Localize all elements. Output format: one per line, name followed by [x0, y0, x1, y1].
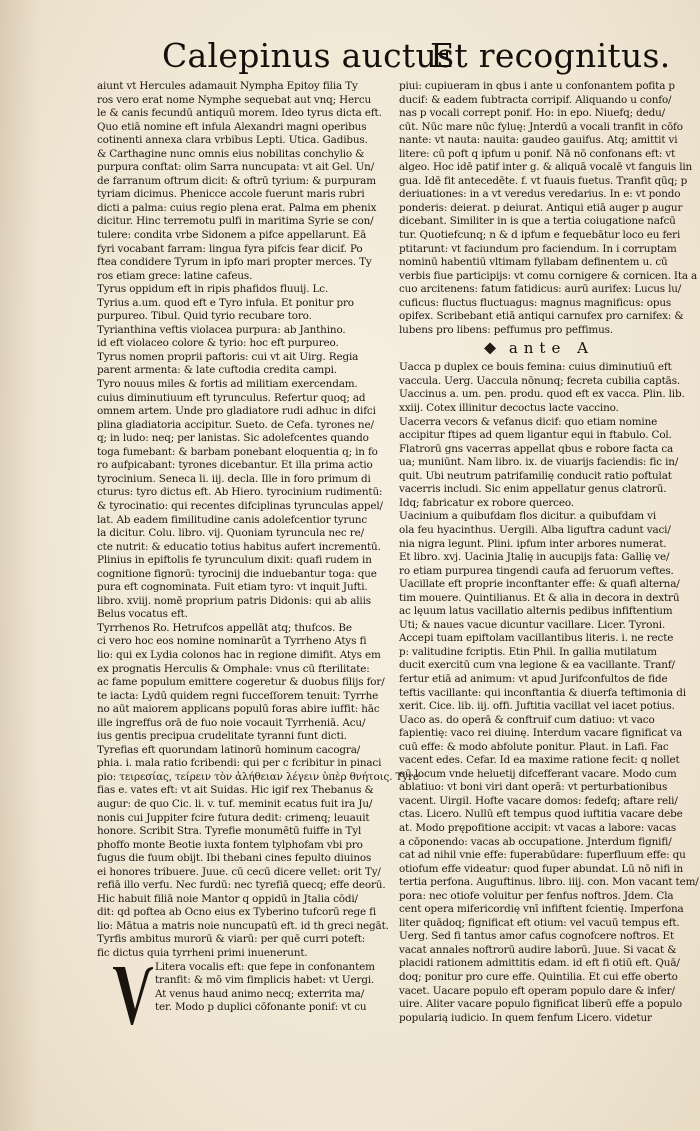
text-line: ex prognatis Herculis & Omphale: vnus cū fterilitate:	[97, 662, 370, 675]
text-line: otiofum effe videatur: quod fuper abundat. Lū nō nifi in	[399, 862, 684, 875]
text-line: nia nigra legunt. Plini. ipfum inter arbores numerat.	[399, 537, 667, 550]
text-line: Uaccinus a. um. pen. produ. quod eft ex vacca. Plin. lib.	[399, 388, 685, 401]
running-head-right: Et recognitus.	[430, 36, 671, 75]
text-line: fapientię: vaco rei diuinę. Interdum vacare fignificat va	[399, 727, 683, 740]
text-line: Uerg. Sed fi tantus amor cafus cognofcere noftros. Et	[399, 930, 674, 943]
left-text-block-tyrus	[97, 80, 382, 283]
text-line: lat. Ab eadem fimilitudine canis adolefcentior tyrunc	[97, 513, 368, 526]
text-line: Tyrefias eft quorundam latinorū hominum cacogra/	[97, 743, 361, 756]
text-line: nonis cui Juppiter fcire futura dedit: crimenq; leuauit	[97, 811, 370, 824]
text-line: lio: qui ex Lydia colonos hac in regione dimifit. Atys em	[97, 648, 381, 661]
text-line: cognitione fignorū: tyrocinij die induebantur toga: que	[97, 567, 377, 580]
text-line: fic dictus quia tyrrheni primi inuenerunt.	[97, 947, 308, 959]
text-line: Litera vocalis eft: que fepe in confonantem	[155, 960, 375, 973]
text-line: Quo etiā nomine eft infula Alexandri magni operibus	[97, 120, 367, 133]
text-line: ducit exercitū cum vna legione & ea vacillante. Tranf/	[399, 659, 675, 672]
text-line: parent armenta: & late cuftodia credita campi.	[97, 364, 337, 377]
text-line: fyri vocabant farram: lingua fyra pifcis fear dicif. Po	[97, 242, 363, 255]
text-line: uire. Aliter vacare populo fignificat liberū effe a populo	[399, 998, 682, 1011]
text-line: Tyrus oppidum eft in ripis phafidos fluuij. Lc.	[97, 283, 329, 296]
text-line: libro. xviij. nomē proprium patris Didonis: qui ab aliis	[97, 594, 371, 607]
text-line: le & canis fecundū antiquū morem. Ideo tyrus dicta eft.	[97, 107, 382, 120]
text-line: cuius diminutiuum eft tyrunculus. Refertur quoq; ad	[97, 391, 366, 404]
text-line: honore. Scribit Stra. Tyrefie monumētū fuiffe in Tyl	[97, 825, 362, 838]
text-line: cent opera mifericordię vnī infiftent fcientię. Imperfona	[399, 903, 684, 916]
text-line: cuo arcitenens: fatum fatidicus: aurū aurifex: Lucus lu/	[399, 283, 682, 296]
text-line: ptitarunt: vt faciundum pro faciendum. In i corruptam	[399, 242, 677, 255]
text-line: At venus haud animo necq; exterrita ma/	[155, 987, 365, 1000]
text-line: Uacca p duplex ce bouis femina: cuius diminutiuū eft	[399, 361, 672, 374]
text-line: Tyrianthina veftis violacea purpura: ab Janthino.	[97, 323, 346, 336]
text-line: dit: qd poftea ab Ocno eius ex Tyberino tufcorū rege fi	[97, 906, 377, 919]
text-line: xxiij. Cotex illinitur decoctus lacte vaccino.	[399, 402, 619, 415]
text-line: & tyrocinatio: qui recentes difciplinas tyrunculas appel/	[97, 499, 383, 512]
running-head-left: Calepinus auctus	[162, 36, 455, 75]
text-line: pora: nec otiofe voluitur per fenfus noftros. Jdem. Cla	[399, 889, 674, 902]
text-line: doq; ponitur pro cure effe. Quintilia. Et cui effe oberto	[399, 971, 678, 983]
text-line: no aūt maiorem applicans populū foras abire iuffit: hāc	[97, 703, 380, 716]
text-line: ac lęuum latus vacillatio alternis pedibus infiftentium	[399, 605, 673, 618]
drop-cap-v	[111, 963, 155, 1027]
text-line: gua. Idē fit antecedēte. f. vt fuauis fuetus. Tranfit qūq; p	[399, 174, 688, 187]
text-line: fertur etiā ad animum: vt apud Jurifconfultos de fide	[399, 672, 668, 685]
text-line: augur: de quo Cic. li. v. tuf. meminit ecatus fuit ira Ju/	[97, 797, 373, 810]
text-line: nominū habentiū vltimam fyllabam definentem u. cū	[399, 256, 668, 269]
text-line: cturus: tyro dictus eft. Ab Hiero. tyrocinium rudimentū:	[97, 486, 383, 499]
text-line: ablatiuo: vt boni viri dant operā: vt perturbationibus	[399, 781, 668, 794]
text-line: Tyrius a.um. quod eft e Tyro infula. Et ponitur pro	[97, 296, 354, 309]
text-line: algeo. Hoc idē patif inter g. & aliquā vocalē vt fanguis lin	[399, 161, 693, 174]
text-line: deriuationes: in a vt veredus veredarius. In e: vt pondo	[399, 188, 681, 201]
text-line: popularią iudicio. In quem fenfum Licero. videtur	[399, 1011, 652, 1024]
text-line: id eft violaceo colore & tyrio: hoc eft purpureo.	[97, 337, 339, 350]
text-line: q; in ludo: neq; per lanistas. Sic adolefcentes quando	[97, 432, 369, 445]
text-line: Idq; fabricatur ex robore querceo.	[399, 496, 574, 509]
text-line: Uti; & naues vacue dicuntur vacillare. Licer. Tyroni.	[399, 618, 666, 631]
text-line: Hic habuit filiā noie Mantor q oppidū in Jtalia cōdi/	[97, 892, 358, 905]
text-line: p: valitudine fcriptis. Etin Phil. In gallia mutilatum	[399, 645, 657, 658]
text-line: phoffo monte Beotie iuxta fontem tylphofam vbi pro	[97, 838, 363, 851]
text-line: lio: Mātua a matris noie nuncupatū eft. id th greci negāt.	[97, 919, 389, 932]
text-line: Et libro. xvj. Uacinia Jtalię in aucupijs fata: Gallię ve/	[399, 551, 670, 564]
text-line: nante: vt nauta: nauita: gaudeo gauifus. Atq; amittit vi	[399, 134, 678, 147]
text-line: fias e. vates eft: vt ait Suidas. Hic igif rex Thebanus &	[97, 784, 374, 797]
text-line: aiunt vt Hercules adamauit Nympha Epitoy filia Ty	[97, 80, 358, 92]
right-text-block-u-consonant	[399, 80, 698, 337]
text-line: ac fame populum emittere cogeretur & duobus filijs for/	[97, 676, 385, 689]
text-line: phia. i. mala ratio fcribendi: qui per c fcribitur in pinaci	[97, 757, 382, 770]
text-line: eū locum vnde heluetij difcefferant vacare. Modo cum	[399, 767, 677, 780]
text-line: lubens pro libens: peffumus pro peffimus.	[399, 323, 613, 336]
text-line: Uacinium a quibufdam flos dicitur. a quibufdam vi	[399, 510, 656, 523]
v-entry-block	[97, 961, 377, 1015]
text-line: Uacillate eft proprie inconftanter effe: & quafi alterna/	[399, 578, 680, 591]
v-entry-text	[155, 961, 377, 1015]
text-line: Belus vocatus eft.	[97, 608, 188, 621]
text-line: ponderis: deierat. p deiurat. Antiqui etiā auger p augur	[399, 201, 683, 214]
section-heading	[399, 339, 679, 359]
text-line: Tyrfis ambitus murorū & viarū: per quē curri poteft:	[97, 933, 366, 946]
text-line: vacent edes. Cefar. Id ea maxime ratione fecit: q nollet	[399, 754, 680, 767]
text-line: ius gentis precipua crudelitate tyranni funt dicti.	[97, 730, 347, 743]
text-line: plina gladiatoria accipitur. Sueto. de Cefa. tyrones ne/	[97, 418, 374, 431]
text-line: te iacta: Lydū quidem regni fucceſſorem tenuit: Tyrrhe	[97, 689, 379, 702]
text-line: vacet. Uacare populo eft operam populo dare & infer/	[399, 984, 675, 997]
text-line: omnem artem. Unde pro gladiatore rudi adhuc in difci	[97, 405, 376, 418]
text-line: purpureo. Tibul. Quid tyrio recubare toro.	[97, 310, 312, 323]
page-gutter-shadow	[0, 0, 40, 1131]
text-line: tulere: condita vrbe Sidonem a pifce appellarunt. Eā	[97, 229, 367, 242]
text-line: ftea condidere Tyrum in ipfo mari propter merces. Ty	[97, 256, 372, 269]
text-line: ille ingreffus orā de fuo noie vocauit Tyrrheniā. Acu/	[97, 716, 366, 729]
text-line: cūt. Nūc mare nūc fyluę: Jnterdū a vocali tranfit in cōfo	[399, 120, 683, 133]
text-line: cotinenti annexa clara vrbibus Lepti. Utica. Gadibus.	[97, 134, 368, 147]
text-line: nas p vocali corrept ponif. Ho: in epo. Niuefq; dedu/	[399, 107, 666, 120]
text-line: ei honores tribuere. Juue. cū cecū dicere vellet: orit Ty/	[97, 865, 381, 878]
text-line: tyriam dicimus. Phenicce accole fuerunt maris rubri	[97, 188, 365, 201]
text-line: vacerris includi. Sic enim appellatur genus clatrorū.	[399, 483, 667, 496]
text-line: Tyrrhenos Ro. Hetrufcos appellāt atq; thufcos. Be	[97, 621, 352, 634]
running-head	[150, 36, 671, 84]
text-line: vacat annales noftrorū audire laborū. Juue. Si vacat &	[399, 943, 677, 956]
text-line: opifex. Scribebant etiā antiqui carnufex pro carnifex: &	[399, 310, 684, 323]
fleuron-icon	[484, 342, 496, 354]
text-line: tyrocinium. Seneca li. iij. decla. Ille in foro primum di	[97, 472, 371, 485]
text-line: ua; muniūnt. Nam libro. ix. de viuarijs faciendis: fic in/	[399, 456, 679, 469]
text-line: a cōponendo: vacas ab occupatione. Jnterdum fignifi/	[399, 835, 672, 848]
left-column	[97, 80, 419, 1100]
text-line: litere: cū poft q ipfum u ponif. Nā nō confonans eft: vt	[399, 147, 676, 160]
text-line: toga fumebant: & barbam ponebant eloquentia q; in fo	[97, 445, 378, 458]
text-line: placidi rationem admittitis edam. id eft fi otiū eft. Quā/	[399, 957, 680, 970]
text-line: quit. Ubi neutrum patrifamilię conducit ratio poftulat	[399, 469, 672, 482]
text-line: cuficus: fluctus fluctuagus: magnus magnificus: opus	[399, 296, 672, 309]
text-line: refiā illo verfu. Nec furdū: nec tyrefiā quecq; effe deorū.	[97, 879, 386, 892]
text-line: Tyro nouus miles & fortis ad militiam exercendam.	[97, 378, 358, 391]
text-line: dicitur. Hinc terremotu pulfi in maritima Syrie se con/	[97, 215, 374, 228]
text-line: Flatrorū gns vacerras appellat qbus e robore facta ca	[399, 442, 674, 455]
text-line: pio: τειρεσίας, τείρειν τὸν ἀλήθειαν λέγειν ὑπὲρ θνήτοις. Tyre	[97, 770, 419, 783]
text-line: Uaco as. do operā & conftruif cum datiuo: vt vaco	[399, 713, 655, 726]
text-line: ro aufpicabant: tyrones dicebantur. Et illa prima actio	[97, 459, 373, 472]
text-line: verbis fiue participijs: vt comu cornigere & cornicen. Ita a	[399, 269, 698, 282]
right-text-block-vacca	[399, 361, 699, 1025]
text-line: pura eft cognominata. Fuit etiam tyro: vt inquit Jufti.	[97, 581, 368, 594]
text-line: xerit. Cice. lib. iij. offi. Juftitia vacillat vel iacet potius.	[399, 700, 675, 713]
text-line: ci vero hoc eos nomine nominarūt a Tyrrheno Atys fi	[97, 635, 367, 648]
text-line: tur. Quotiefcunq; n & d ipfum e fequebātur loco eu feri	[399, 229, 681, 242]
right-column	[399, 80, 699, 1100]
text-line: vaccula. Uerg. Uaccula nōnunq; fecreta cubilia captās.	[399, 374, 681, 387]
text-line: tertia perfona. Auguftinus. libro. iiij. con. Mon vacant tem/	[399, 876, 699, 889]
text-line: la dicitur. Colu. libro. vij. Quoniam tyruncula nec re/	[97, 527, 364, 540]
section-heading-text: ante A	[508, 339, 594, 358]
text-line: piui: cupiueram in qbus i ante u confonantem pofita p	[399, 80, 675, 92]
text-line: cat ad nihil vnie effe: fuperabūdare: fuperfluum effe: qu	[399, 849, 686, 862]
text-line: ros etiam grece: latine cafeus.	[97, 269, 253, 282]
text-line: ter. Modo p duplici cōfonante ponif: vt cu	[155, 1001, 367, 1014]
text-line: vacent. Uirgil. Hofte vacare domos: fedefq; aftare reli/	[399, 794, 678, 807]
text-line: fugus die fuum obijt. Ibi thebani cines fepulto diuinos	[97, 852, 372, 865]
text-line: dicebant. Similiter in is que a tertia coiugatione nafcū	[399, 215, 676, 228]
text-line: accipitur ftipes ad quem ligantur equi in ftabulo. Col.	[399, 429, 672, 442]
text-line: ros vero erat nome Nymphe sequebat aut vnq; Hercu	[97, 93, 372, 106]
text-line: de farranum oftrum dicit: & oftrū tyrium: & purpuram	[97, 174, 376, 187]
text-line: & Carthagine nunc omnis eius nobilitas conchylio &	[97, 147, 365, 160]
text-line: Accepi tuam epiftolam vacillantibus literis. i. ne recte	[399, 632, 674, 645]
text-line: Uacerra vecors & vefanus dicif: quo etiam nomine	[399, 415, 658, 428]
text-line: at. Modo prępofitione accipit: vt vacas a labore: vacas	[399, 821, 677, 834]
text-line: liter quādoq; fignificat eft otium: vel vacuū tempus eft.	[399, 916, 680, 929]
text-line: cte nutrit: & educatio totius habitus aufert incrementū.	[97, 540, 381, 553]
text-line: ola feu hyacinthus. Uergili. Alba liguftra cadunt vaci/	[399, 523, 671, 536]
text-line: Plinius in epiftolis fe tyrunculum dixit: quafi rudem in	[97, 554, 372, 567]
text-line: teftis vacillante: qui inconftantia & diuerfa teftimonia di	[399, 686, 686, 699]
text-line: ctas. Licero. Nullū eft tempus quod iuftitia vacare debe	[399, 808, 683, 821]
left-text-block-tyro	[97, 283, 383, 622]
text-line: Tyrus nomen proprii paftoris: cui vt ait Uirg. Regia	[97, 350, 359, 363]
text-line: dicti a palma: cuius regio plena erat. Palma em phenix	[97, 201, 377, 214]
text-line: ro etiam purpurea tingendi caufa ad feruorum veftes.	[399, 564, 674, 577]
text-line: tranfit: & mō vim fimplicis habet: vt Uergi.	[155, 974, 375, 987]
text-line: purpura conftat: olim Sarra nuncupata: vt ait Gel. Un/	[97, 161, 375, 174]
text-line: ducif: & eadem fubtracta corripif. Aliquando u confo/	[399, 93, 672, 106]
text-line: tim mouere. Quintilianus. Et & alia in decora in dextrū	[399, 591, 680, 604]
text-line: cuū effe: & modo abfolute ponitur. Plaut. in Lafi. Fac	[399, 740, 669, 753]
left-text-block-tyrrhenos	[97, 621, 419, 961]
